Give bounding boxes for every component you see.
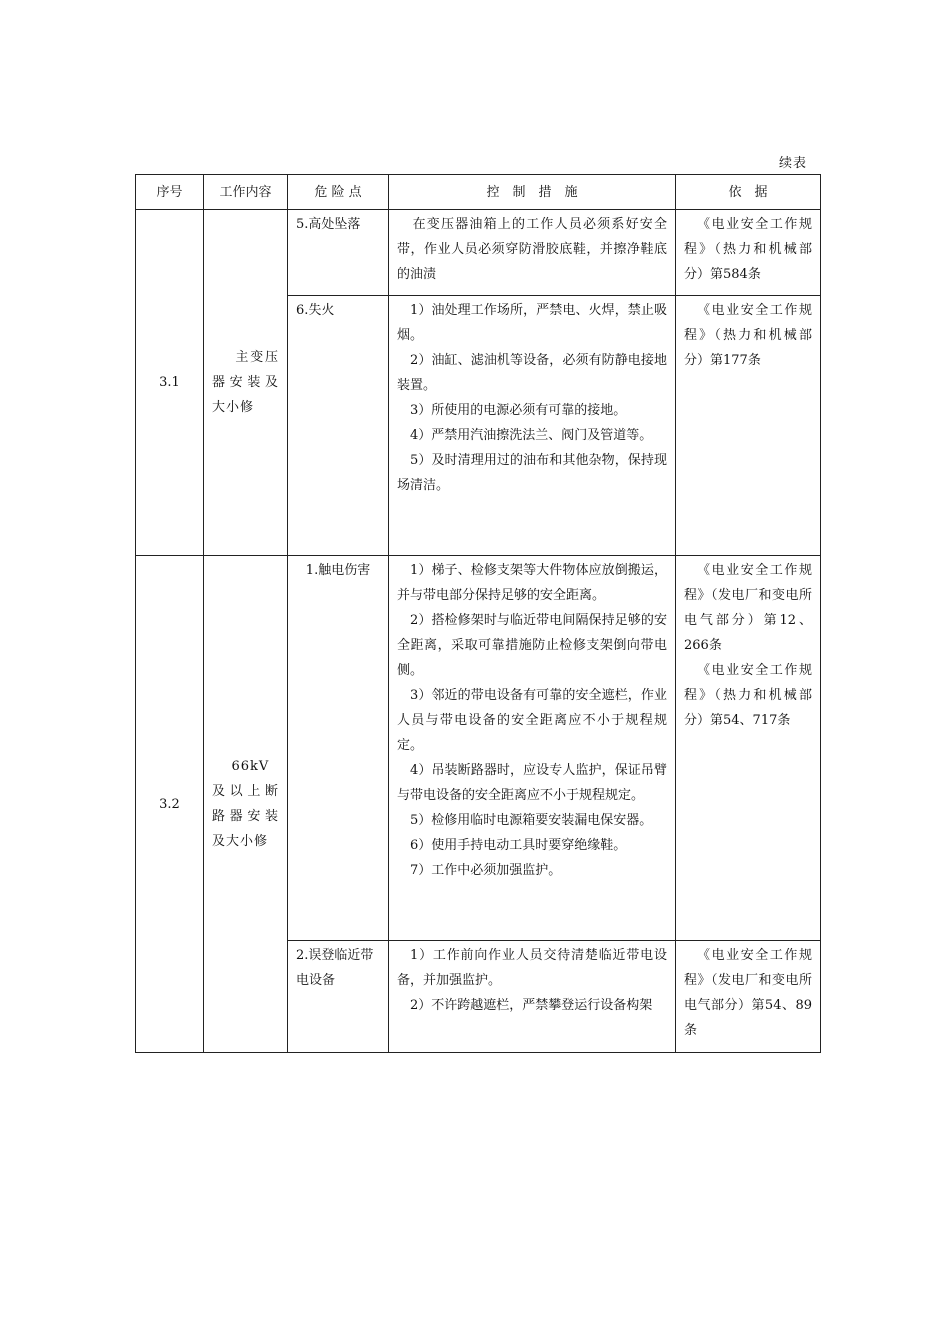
control-measure: 3）邻近的带电设备有可靠的安全遮栏，作业人员与带电设备的安全距离应不小于规程规定。 xyxy=(397,688,667,753)
continued-label: 续表 xyxy=(779,156,808,171)
control-cell xyxy=(389,210,676,296)
control-measure: 2）搭检修架时与临近带电间隔保持足够的安全距离，采取可靠措施防止检修支架倒向带电侧。 xyxy=(397,613,667,678)
control-cell xyxy=(389,556,676,941)
control-measure: 5）及时清理用过的油布和其他杂物，保持现场清洁。 xyxy=(397,453,667,493)
hazard-cell: 6.失火 xyxy=(288,296,389,556)
basis-cell xyxy=(676,210,821,296)
hazard-control-table xyxy=(135,174,821,1053)
control-measure: 5）检修用临时电源箱要安装漏电保安器。 xyxy=(410,813,653,828)
header-basis: 依 据 xyxy=(676,175,821,210)
control-measure: 6）使用手持电动工具时要穿绝缘鞋。 xyxy=(410,838,627,853)
control-measure: 4）吊装断路器时，应设专人监护，保证吊臂与带电设备的安全距离应不小于规程规定。 xyxy=(397,763,667,803)
basis-text: 《电业安全工作规程》（热力和机械部分）第584条 xyxy=(684,217,812,282)
control-measure: 1）梯子、检修支架等大件物体应放倒搬运，并与带电部分保持足够的安全距离。 xyxy=(397,563,667,603)
control-measure: 7）工作中必须加强监护。 xyxy=(410,863,562,878)
basis-text: 《电业安全工作规程》（热力和机械部分）第54、717条 xyxy=(684,663,812,728)
work-content: 66kV 及以上断路器安装及大小修 xyxy=(212,759,279,849)
control-measure: 1）工作前向作业人员交待清楚临近带电设备，并加强监护。 xyxy=(397,948,667,988)
basis-text: 《电业安全工作规程》（发电厂和变电所电气部分）第54、89条 xyxy=(684,948,812,1038)
control-cell xyxy=(389,941,676,1053)
basis-cell xyxy=(676,556,821,941)
hazard-cell: 5.高处坠落 xyxy=(288,210,389,296)
control-measure: 2）油缸、滤油机等设备，必须有防静电接地装置。 xyxy=(397,353,667,393)
table-header-row xyxy=(136,175,821,210)
section-number: 3.1 xyxy=(136,210,204,556)
control-measure: 1）油处理工作场所，严禁电、火焊，禁止吸烟。 xyxy=(397,303,667,343)
basis-text: 《电业安全工作规程》（发电厂和变电所电气部分）第12、266条 xyxy=(684,563,812,653)
control-measure: 3）所使用的电源必须有可靠的接地。 xyxy=(410,403,627,418)
header-work: 工作内容 xyxy=(204,175,288,210)
hazard-cell: 1.触电伤害 xyxy=(288,556,389,941)
basis-text: 《电业安全工作规程》（热力和机械部分）第177条 xyxy=(684,303,812,368)
control-measure: 在变压器油箱上的工作人员必须系好安全带，作业人员必须穿防滑胶底鞋，并擦净鞋底的油渍 xyxy=(397,217,667,282)
control-measure: 4）严禁用汽油擦洗法兰、阀门及管道等。 xyxy=(410,428,653,443)
work-content: 主变压器安装及大小修 xyxy=(212,350,279,415)
header-control: 控 制 措 施 xyxy=(389,175,676,210)
section-number: 3.2 xyxy=(136,556,204,1053)
table-row xyxy=(136,210,821,296)
basis-cell xyxy=(676,296,821,556)
control-cell xyxy=(389,296,676,556)
header-hazard: 危 险 点 xyxy=(288,175,389,210)
header-no: 序号 xyxy=(136,175,204,210)
basis-cell xyxy=(676,941,821,1053)
hazard-cell: 2.误登临近带电设备 xyxy=(288,941,389,1053)
table-row xyxy=(136,556,821,941)
control-measure: 2）不许跨越遮栏，严禁攀登运行设备构架 xyxy=(410,998,653,1013)
